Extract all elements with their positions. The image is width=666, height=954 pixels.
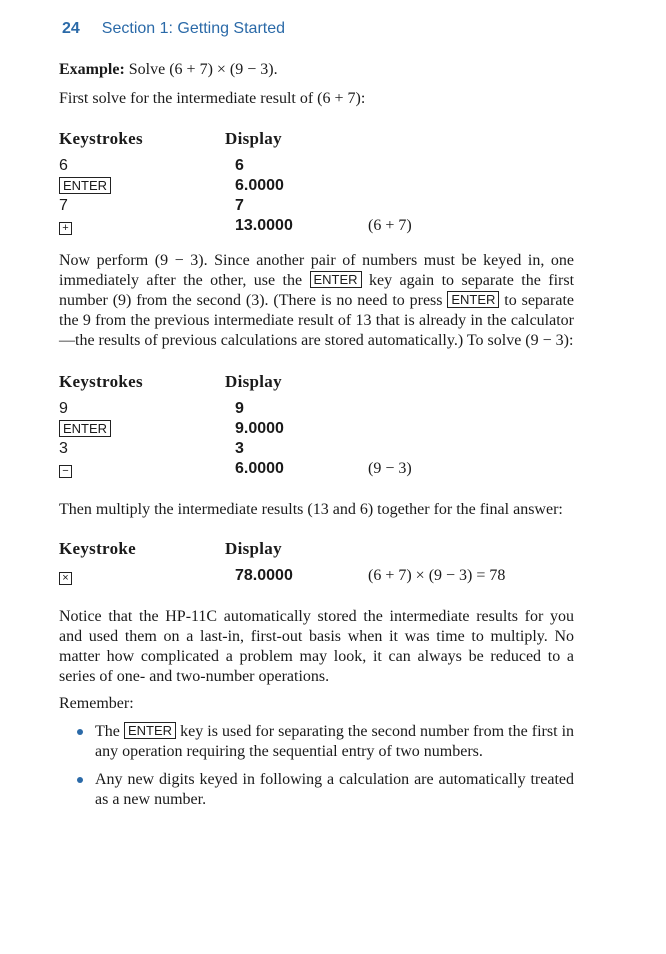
paragraph-2-part-2: key again to separate the first number (9) from the second (3). (There is no need to press (59, 272, 575, 309)
display-cell: 6.0000 (235, 460, 284, 477)
display-cell: 6.0000 (235, 177, 284, 194)
example-label: Example: (59, 61, 125, 78)
keystroke-table-2 (59, 372, 574, 480)
display-heading: Display (225, 129, 282, 148)
bullet-2-text: Any new digits keyed in following a calculation are automatically treated as a new number. (95, 771, 574, 808)
keystrokes-heading: Keystrokes (59, 372, 143, 391)
table-header (59, 539, 574, 561)
table-row (59, 567, 574, 587)
multiply-key: × (59, 572, 72, 585)
bullet-list (59, 722, 574, 810)
table-row (59, 440, 574, 460)
table-row (59, 420, 574, 440)
display-cell: 13.0000 (235, 217, 293, 234)
enter-key: ENTER (447, 291, 499, 308)
note-cell: (6 + 7) × (9 − 3) = 78 (368, 567, 506, 584)
table-row (59, 177, 574, 197)
paragraph-2 (59, 251, 574, 351)
display-cell: 3 (235, 440, 244, 457)
enter-key: ENTER (124, 722, 176, 739)
remember-label: Remember: (59, 695, 134, 712)
table-header (59, 372, 574, 394)
enter-key: ENTER (59, 177, 111, 194)
keystrokes-heading: Keystrokes (59, 129, 143, 148)
display-heading: Display (225, 539, 282, 558)
display-cell: 6 (235, 157, 244, 174)
bullet-icon (77, 777, 83, 783)
bullet-1-part-2: key is used for separating the second number from the first in any operation requiring the sequential entry of two numbers. (95, 723, 575, 760)
bullet-1-part-1: The (95, 723, 120, 740)
display-cell: 78.0000 (235, 567, 293, 584)
display-cell: 9.0000 (235, 420, 284, 437)
table-row (59, 460, 574, 480)
display-cell: 7 (235, 197, 244, 214)
enter-key: ENTER (59, 420, 111, 437)
paragraph-4: Notice that the HP-11C automatically stored the intermediate results for you and used them on a last-in, first-out basis when it was time to multiply. No matter how complicated a problem may look, it can always be reduced to a series of one- and two-number operations. (59, 608, 574, 685)
keystroke-table-3 (59, 539, 574, 587)
page-number: 24 (62, 20, 80, 37)
plus-key: + (59, 222, 72, 235)
table-row (59, 197, 574, 217)
minus-key: − (59, 465, 72, 478)
note-cell: (6 + 7) (368, 217, 412, 234)
table-row (59, 400, 574, 420)
keystroke-heading: Keystroke (59, 539, 136, 558)
section-title: Section 1: Getting Started (101, 20, 286, 37)
paragraph-2-part-1: Now perform (9 − 3). Since another pair of numbers must be keyed in, one immediately after the other, use the (59, 252, 574, 289)
table-header (59, 129, 574, 151)
example-text: Solve (6 + 7) × (9 − 3). (128, 61, 278, 78)
keystroke-cell: 3 (59, 440, 68, 457)
intro-paragraph: First solve for the intermediate result of (6 + 7): (59, 90, 366, 107)
keystroke-cell: 9 (59, 400, 68, 417)
table-row (59, 157, 574, 177)
list-item (59, 770, 574, 810)
display-cell: 9 (235, 400, 244, 417)
paragraph-3: Then multiply the intermediate results (13 and 6) together for the final answer: (59, 501, 563, 518)
example-line (59, 60, 574, 80)
keystroke-cell: 7 (59, 197, 68, 214)
paragraph-2-part-3: to separate the 9 from the previous intermediate result of 13 that is already in the calculator—the results of previous calculations are stored automatically.) To solve (9 − 3): (59, 292, 575, 349)
display-heading: Display (225, 372, 282, 391)
enter-key: ENTER (310, 271, 362, 288)
keystroke-cell: 6 (59, 157, 68, 174)
keystroke-table-1 (59, 129, 574, 237)
note-cell: (9 − 3) (368, 460, 412, 477)
bullet-icon (77, 729, 83, 735)
page-header (62, 20, 285, 38)
list-item (59, 722, 574, 762)
page-content (59, 60, 574, 810)
table-row (59, 217, 574, 237)
